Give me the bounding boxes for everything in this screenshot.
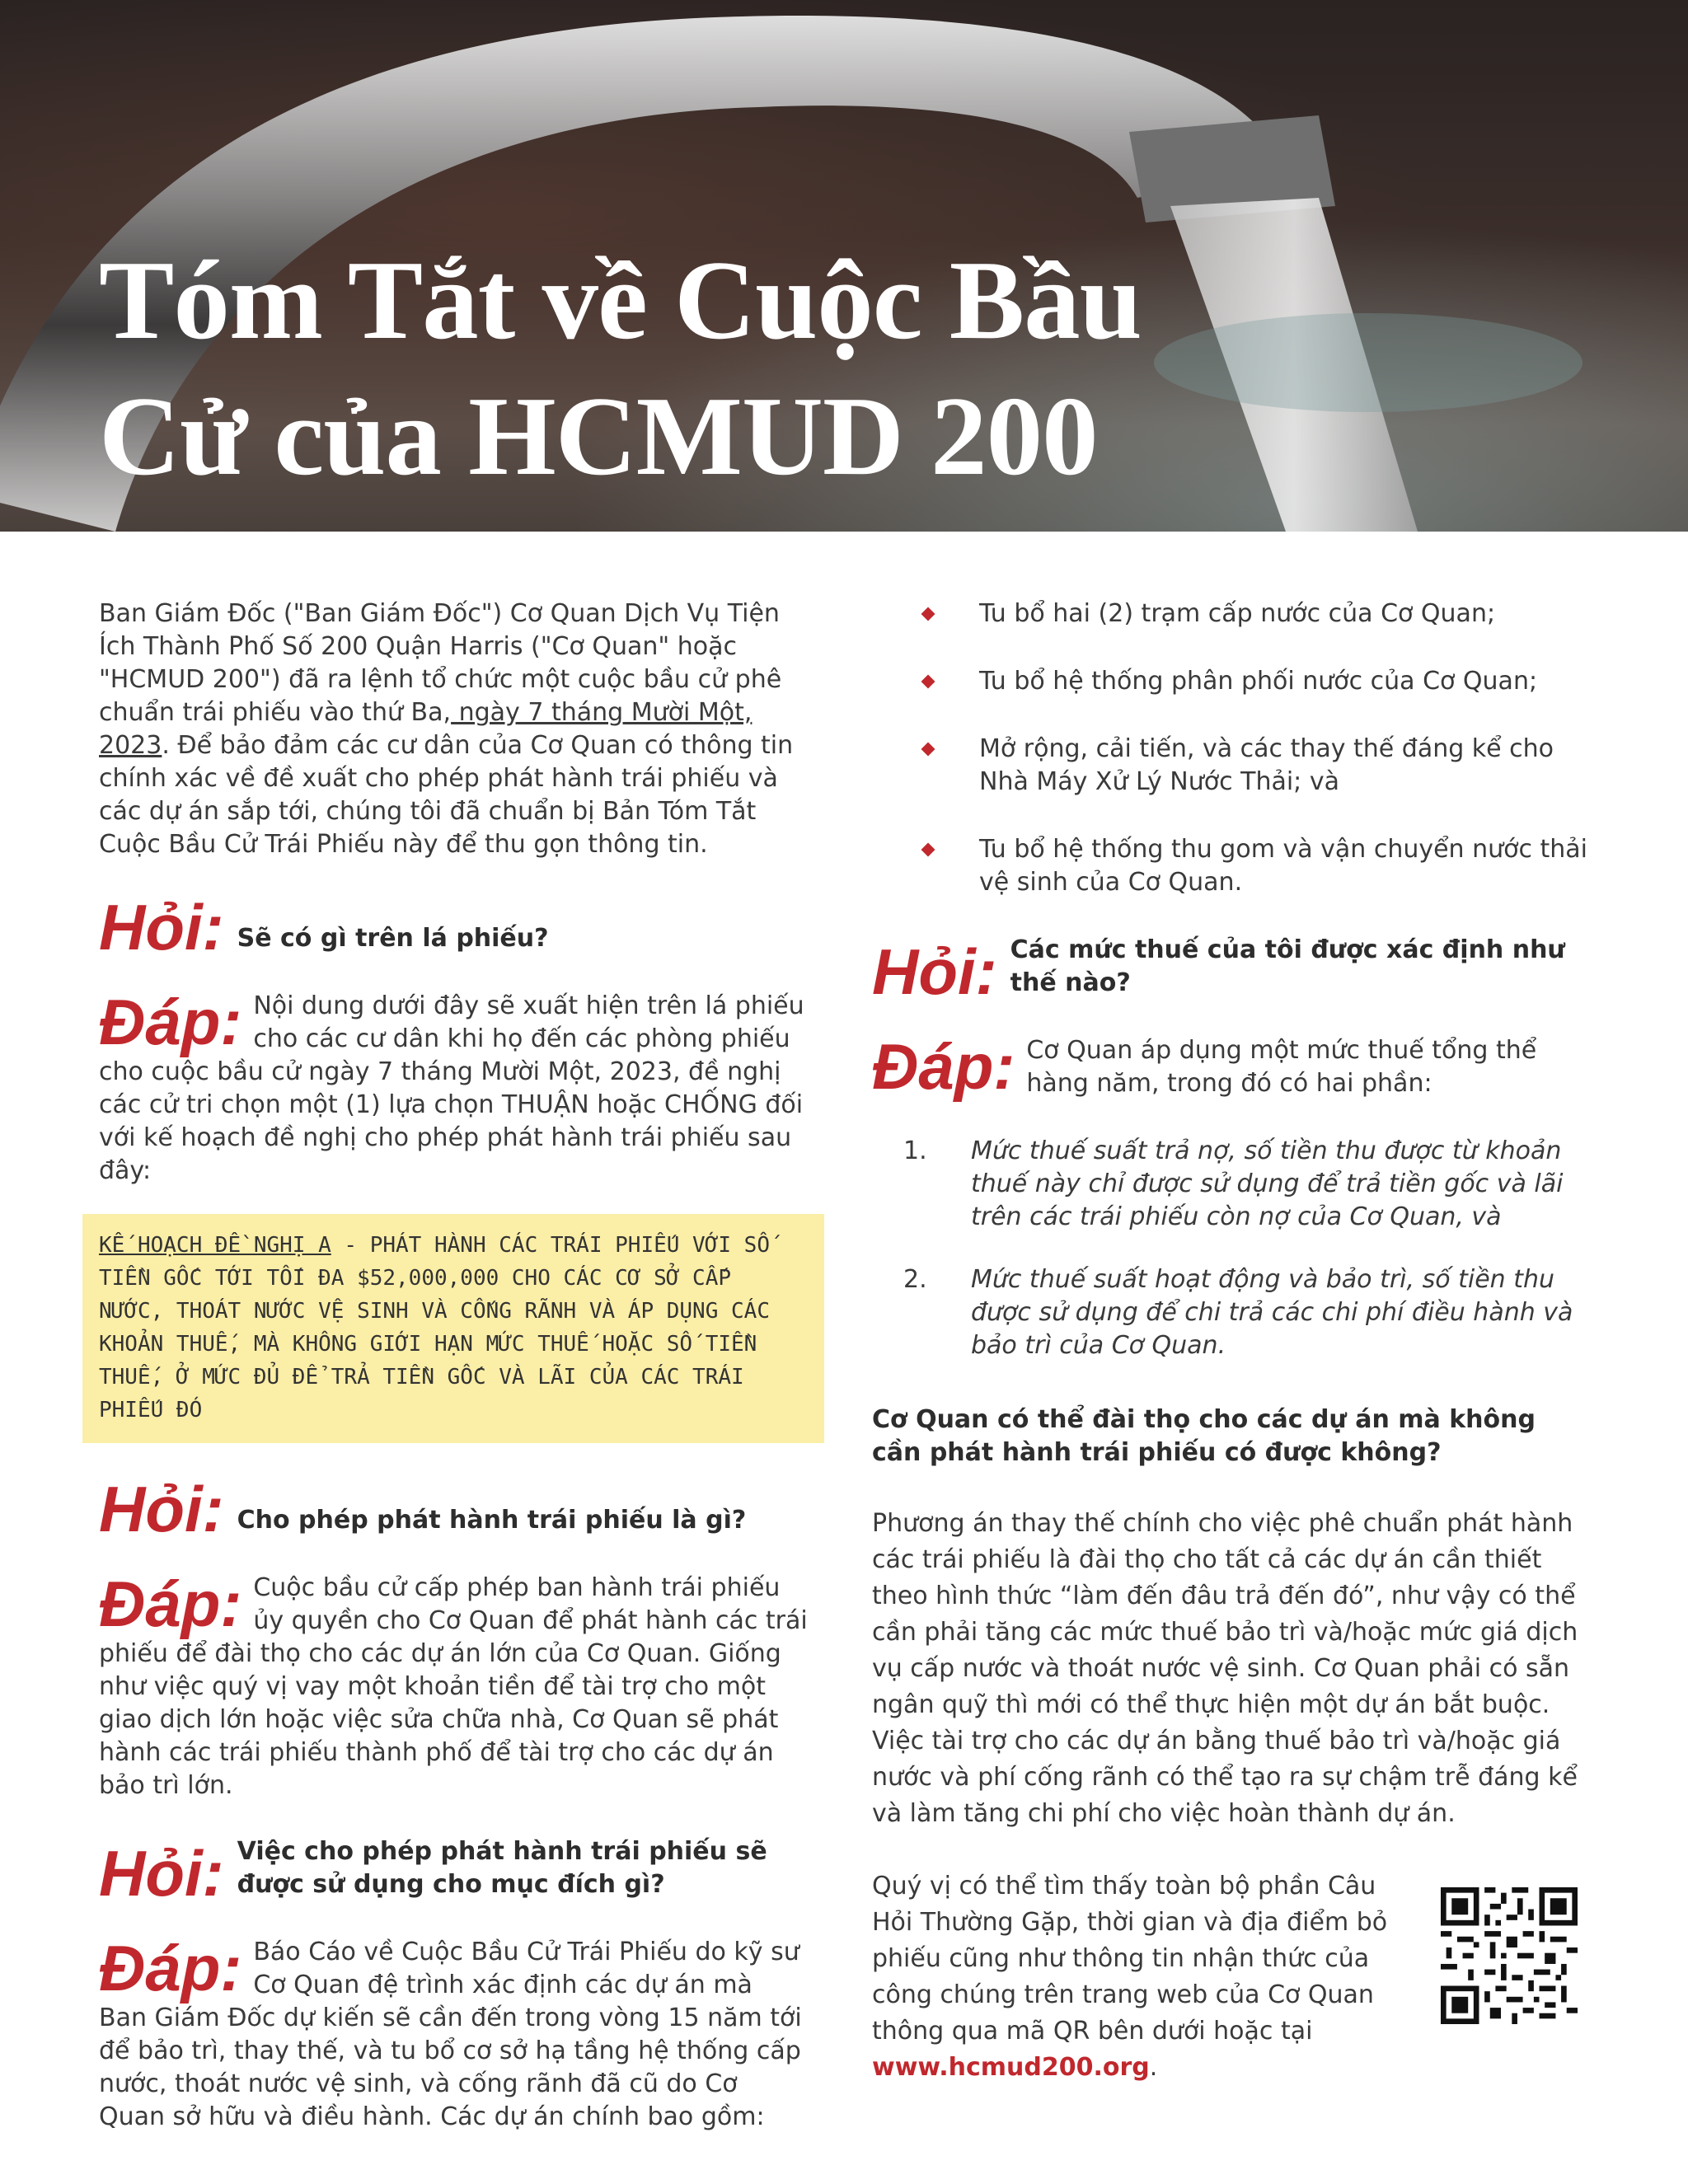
question-label: Hỏi: xyxy=(872,935,997,1008)
answer-text: Cơ Quan áp dụng một mức thuế tổng thể hàng năm, trong đó có hai phần: xyxy=(1026,1036,1537,1098)
answer-4 xyxy=(872,1030,1589,1103)
list-number: 2. xyxy=(903,1265,927,1294)
election-date: ngày 7 tháng Mười Một, 2023 xyxy=(99,698,753,760)
question-text: Cho phép phát hành trái phiếu là gì? xyxy=(237,1506,747,1535)
hero-banner xyxy=(0,0,1688,532)
closing-end: . xyxy=(1149,2053,1158,2082)
question-text: Việc cho phép phát hành trái phiếu sẽ được sử dụng cho mục đích gì? xyxy=(237,1837,767,1899)
title-line-1: Tóm Tắt về Cuộc Bầu xyxy=(99,237,1142,363)
closing-paragraph xyxy=(872,1868,1416,2086)
bullet-icon xyxy=(921,843,935,857)
question-1 xyxy=(99,891,808,963)
answer-text: Cuộc bầu cử cấp phép ban hành trái phiếu ủy quyền cho Cơ Quan để phát hành các trái phiếu để đài thọ cho các dự án lớn của Cơ Quan. Giống như việc quý vị vay một khoản tiền để tài trợ cho một giao dịch lớn hoặc việc sửa chữa nhà, Cơ Quan sẽ phát hành các trái phiếu thành phố để tài trợ cho các dự án bảo trì lớn. xyxy=(99,1573,808,1800)
answer-label: Đáp: xyxy=(872,1030,1015,1103)
list-item xyxy=(872,1263,1589,1362)
question-label: Hỏi: xyxy=(99,1837,224,1910)
project-list xyxy=(872,598,1589,899)
paragraph: Phương án thay thế chính cho việc phê chuẩn phát hành các trái phiếu là đài thọ cho tất cả các dự án cần thiết theo hình thức “làm đến đâu trả đến đó”, như vậy có thể cần phải tăng các mức thuế bảo trì và/hoặc mức giá dịch vụ cấp nước và thoát nước vệ sinh. Cơ Quan phải có sẵn ngân quỹ thì mới có thể thực hiện một dự án bắt buộc. Việc tài trợ cho các dự án bằng thuế bảo trì và/hoặc giá nước và phí cống rãnh có thể tạo ra sự chậm trễ đáng kể và làm tăng chi phí cho việc hoàn thành dự án. xyxy=(872,1509,1578,1828)
closing-text: Quý vị có thể tìm thấy toàn bộ phần Câu Hỏi Thường Gặp, thời gian và địa điểm bỏ phiếu cũng như thông tin nhận thức của công chúng trên trang web của Cơ Quan thông qua mã QR bên dưới hoặc tại xyxy=(872,1872,1388,2046)
list-item xyxy=(872,665,1589,698)
list-number: 1. xyxy=(903,1137,927,1165)
list-item-text: Tu bổ hệ thống phân phối nước của Cơ Quan; xyxy=(979,667,1538,696)
question-text: Các mức thuế của tôi được xác định như thế nào? xyxy=(1010,935,1565,997)
question-label: Hỏi: xyxy=(99,891,224,963)
list-item xyxy=(872,733,1589,799)
website-link[interactable]: www.hcmud200.org xyxy=(872,2053,1150,2082)
question-text: Sẽ có gì trên lá phiếu? xyxy=(237,924,549,953)
answer-text: Nội dung dưới đây sẽ xuất hiện trên lá phiếu cho các cư dân khi họ đến các phòng phiếu cho cuộc bầu cử ngày 7 tháng Mười Một, 2023, đề nghị các cử tri chọn một (1) lựa chọn THUẬN hoặc CHỐNG đối với kế hoạch đề nghị cho phép phát hành trái phiếu sau đây: xyxy=(99,991,804,1185)
question-2 xyxy=(99,1473,808,1545)
bullet-icon xyxy=(921,743,935,757)
list-item xyxy=(872,1130,1589,1234)
list-item-text: Mức thuế suất hoạt động và bảo trì, số tiền thu được sử dụng để chi trả các chi phí điều hành và bảo trì của Cơ Quan. xyxy=(971,1265,1573,1360)
ballot-proposition xyxy=(82,1214,824,1443)
list-item-text: Mở rộng, cải tiến, và các thay thế đáng kể cho Nhà Máy Xử Lý Nước Thải; và xyxy=(979,734,1554,796)
page-title xyxy=(99,232,1253,504)
answer-text: Báo Cáo về Cuộc Bầu Cử Trái Phiếu do kỹ sư Cơ Quan đệ trình xác định các dự án mà Ban Giám Đốc dự kiến sẽ cần đến trong vòng 15 năm tới để bảo trì, thay thế, và tu bổ cơ sở hạ tầng hệ thống cấp nước, thoát nước vệ sinh, và cống rãnh đã cũ do Cơ Quan sở hữu và điều hành. Các dự án chính bao gồm: xyxy=(99,1938,802,2131)
title-line-2: Cử của HCMUD 200 xyxy=(99,373,1098,499)
intro-text: Ban Giám Đốc ("Ban Giám Đốc") Cơ Quan Dịch Vụ Tiện Ích Thành Phố Số 200 Quận Harris ("Cơ Quan" hoặc "HCMUD 200") đã ra lệnh tổ chức một cuộc bầu cử phê chuẩn trái phiếu vào thứ Ba, xyxy=(99,599,782,727)
list-item-text: Tu bổ hai (2) trạm cấp nước của Cơ Quan; xyxy=(979,599,1496,628)
answer-1 xyxy=(99,986,808,1188)
qr-code[interactable] xyxy=(1441,1887,1578,2024)
question-3 xyxy=(99,1835,808,1910)
intro-paragraph xyxy=(99,598,808,861)
question-label: Hỏi: xyxy=(99,1473,224,1545)
subheading: Cơ Quan có thể đài thọ cho các dự án mà không cần phát hành trái phiếu có được không? xyxy=(872,1405,1536,1467)
answer-3 xyxy=(99,1932,808,2134)
list-item-text: Tu bổ hệ thống thu gom và vận chuyển nước thải vệ sinh của Cơ Quan. xyxy=(979,835,1588,897)
answer-label: Đáp: xyxy=(99,986,242,1058)
bullet-icon xyxy=(921,675,935,689)
proposition-label: KẾ HOẠCH ĐỀ NGHỊ A xyxy=(99,1233,331,1258)
right-column xyxy=(872,598,1589,2086)
question-4 xyxy=(872,934,1589,1008)
left-column xyxy=(99,598,808,2134)
list-item xyxy=(872,598,1589,630)
bullet-icon xyxy=(921,607,935,621)
list-item-text: Mức thuế suất trả nợ, số tiền thu được từ khoản thuế này chỉ được sử dụng để trả tiền gốc và lãi trên các trái phiếu còn nợ của Cơ Quan, và xyxy=(971,1137,1564,1231)
answer-label: Đáp: xyxy=(99,1932,242,2004)
answer-label: Đáp: xyxy=(99,1568,242,1640)
intro-text-end: . Để bảo đảm các cư dân của Cơ Quan có thông tin chính xác về đề xuất cho phép phát hành trái phiếu và các dự án sắp tới, chúng tôi đã chuẩn bị Bản Tóm Tắt Cuộc Bầu Cử Trái Phiếu này để thu gọn thông tin. xyxy=(99,731,794,859)
proposition-text: - PHÁT HÀNH CÁC TRÁI PHIẾU VỚI SỐ TIỀN GỐC TỚI TỐI ĐA $52,000,000 CHO CÁC CƠ SỞ CẤP NƯỚC, THOÁT NƯỚC VỆ SINH VÀ CỐNG RÃNH VÀ ÁP DỤNG CÁC KHOẢN THUẾ, MÀ KHÔNG GIỚI HẠN MỨC THUẾ HOẶC SỐ TIỀN THUẾ, Ở MỨC ĐỦ ĐỂ TRẢ TIỀN GỐC VÀ LÃI CỦA CÁC TRÁI PHIẾU ĐÓ xyxy=(99,1233,770,1422)
answer-2 xyxy=(99,1568,808,1802)
list-item xyxy=(872,833,1589,899)
